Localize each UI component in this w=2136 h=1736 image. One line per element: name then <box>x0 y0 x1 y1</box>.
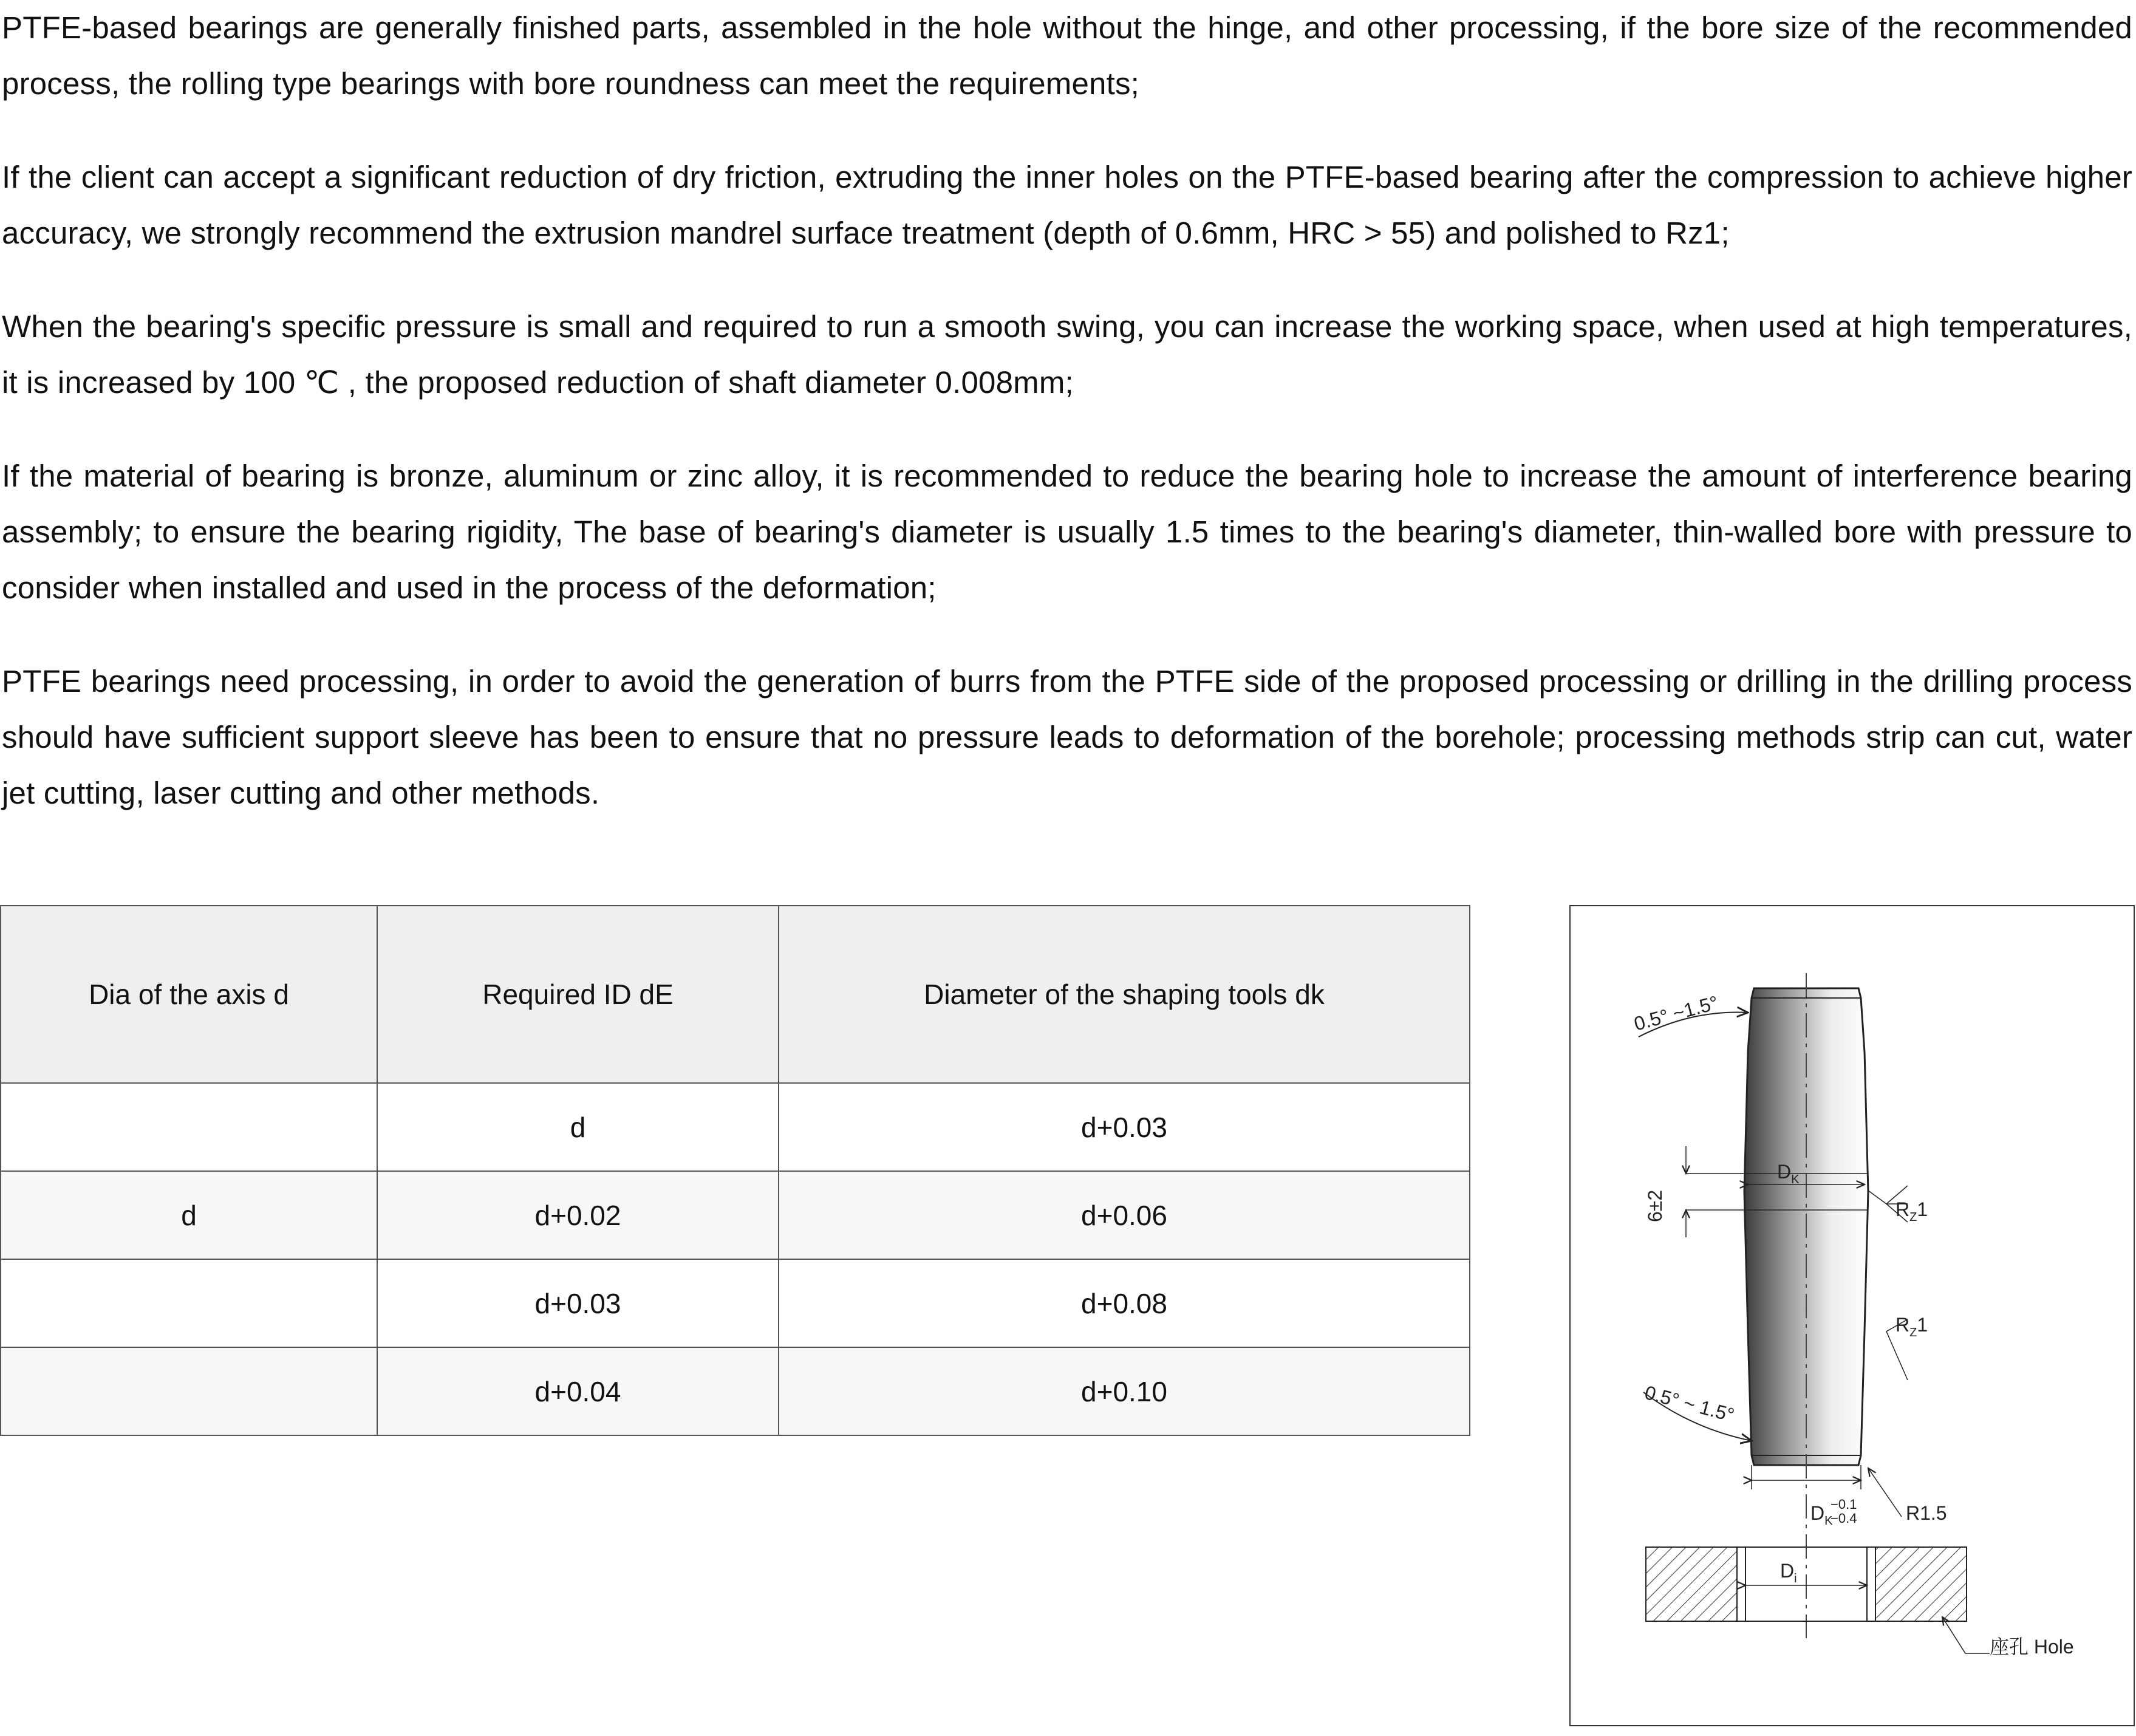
cell-axis: d <box>1 1171 377 1259</box>
hole-hatch-right <box>1875 1547 1967 1621</box>
mandrel-drawing-svg <box>1571 906 2136 1727</box>
table-header-row <box>1 906 1470 1083</box>
rz-label-lower: $R_Z1$ <box>1895 1314 1928 1339</box>
angle-label-top: 0.5° ~1.5° <box>1631 991 1721 1035</box>
rz-label-upper: $R_Z1$ <box>1895 1198 1928 1224</box>
dk-label: $D_K$ <box>1777 1161 1800 1186</box>
di-label: $D_i$ <box>1780 1560 1797 1585</box>
angle-label-bottom: 0.5° ~ 1.5° <box>1642 1381 1737 1426</box>
cell-axis <box>1 1259 377 1347</box>
hole-bushing-right <box>1867 1547 1875 1621</box>
table-row <box>1 1259 1470 1347</box>
cell-tool-dia: d+0.06 <box>779 1171 1470 1259</box>
header-shaping-tool-dia: Diameter of the shaping tools dk <box>779 906 1470 1083</box>
cell-tool-dia: d+0.10 <box>779 1347 1470 1435</box>
hole-label: 座孔 Hole <box>1990 1636 2074 1658</box>
table-row <box>1 1347 1470 1435</box>
table-row <box>1 1083 1470 1171</box>
paragraph-4: If the material of bearing is bronze, aluminum or zinc alloy, it is recommended to reduce the bearing hole to increase the amount of interference bearing assembly; to ensure the bearing rigidity, The base of bearing's diameter is usually 1.5 times to the bearing's diameter, thin-walled bore with pressure to consider when installed and used in the process of the deformation; <box>2 459 2132 605</box>
paragraph-5: PTFE bearings need processing, in order to avoid the generation of burrs from the PTFE side of the proposed processing or drilling in the drilling process should have sufficient support sleeve has been to ensure that no pressure leads to deformation of the borehole; processing methods strip can cut, water jet cutting, laser cutting and other methods. <box>2 664 2132 810</box>
dk-tol-lower: −0.4 <box>1831 1511 1857 1526</box>
header-required-id: Required ID dE <box>377 906 779 1083</box>
cell-axis <box>1 1083 377 1171</box>
table-row <box>1 1171 1470 1259</box>
cell-tool-dia: d+0.08 <box>779 1259 1470 1347</box>
hole-bushing-left <box>1737 1547 1745 1621</box>
paragraph-3: When the bearing's specific pressure is small and required to run a smooth swing, you can increase the working space, when used at high temperatures, it is increased by 100 ℃ , the proposed reduction of shaft diameter 0.008mm; <box>2 309 2132 400</box>
dk-tol-label: $D_K$ <box>1810 1502 1833 1528</box>
cell-required-id: d+0.02 <box>377 1171 779 1259</box>
text-block <box>2 0 2132 859</box>
r15-leader <box>1868 1468 1902 1517</box>
cell-required-id: d+0.03 <box>377 1259 779 1347</box>
mandrel-drawing <box>1569 905 2135 1726</box>
dim-label-6pm2: 6±2 <box>1644 1189 1666 1222</box>
cell-required-id: d+0.04 <box>377 1347 779 1435</box>
hole-leader <box>1942 1617 1990 1653</box>
cell-tool-dia: d+0.03 <box>779 1083 1470 1171</box>
paragraph-1: PTFE-based bearings are generally finished parts, assembled in the hole without the hinge, and other processing, if the bore size of the recommended process, the rolling type bearings with bore roundness can meet the requirements; <box>2 10 2132 101</box>
hole-hatch-left <box>1646 1547 1737 1621</box>
tolerance-table <box>0 905 1470 1436</box>
cell-axis <box>1 1347 377 1435</box>
header-axis-dia: Dia of the axis d <box>1 906 377 1083</box>
paragraph-2: If the client can accept a significant reduction of dry friction, extruding the inner holes on the PTFE-based bearing after the compression to achieve higher accuracy, we strongly recommend the extrusion mandrel surface treatment (depth of 0.6mm, HRC > 55) and polished to Rz1; <box>2 160 2132 250</box>
cell-required-id: d <box>377 1083 779 1171</box>
r15-label: R1.5 <box>1906 1502 1947 1524</box>
dk-tol-upper: −0.1 <box>1831 1497 1857 1512</box>
